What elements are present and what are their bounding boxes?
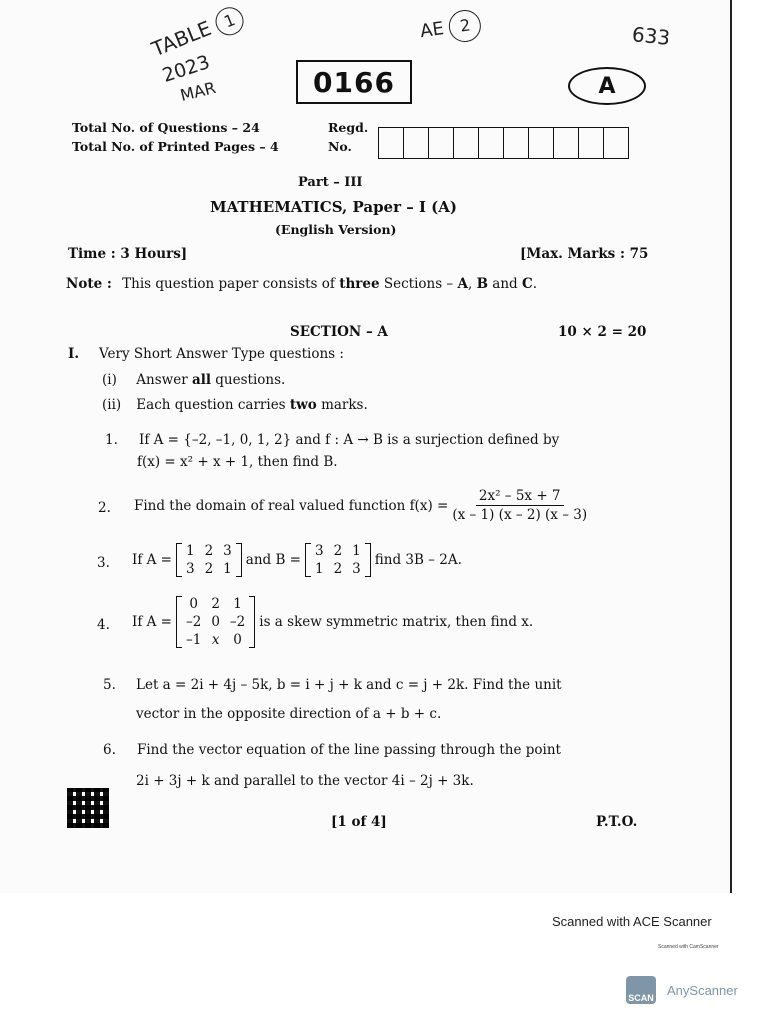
regd-box: [479, 128, 504, 158]
instruction-bold: all: [191, 372, 211, 388]
matrix-cell: 0: [211, 614, 220, 630]
matrix-a-grid: [182, 543, 236, 577]
matrix-cell: 0: [189, 596, 198, 612]
datamatrix-code: [67, 788, 109, 828]
question-6-line2: 2i + 3j + k and parallel to the vector 4i – 2j + 3k.: [136, 773, 474, 789]
matrix-bracket-right: [365, 543, 371, 577]
regd-box: [529, 128, 554, 158]
regd-box: [429, 128, 454, 158]
note-and: and: [492, 276, 518, 292]
question-2: [134, 488, 587, 523]
matrix-cell: 1: [185, 543, 195, 559]
handwritten-ae-circled: 2: [447, 8, 483, 44]
matrix-cell: –2: [229, 614, 246, 630]
note-mid: Sections –: [383, 276, 454, 292]
regd-box: [579, 128, 604, 158]
regd-box: [379, 128, 404, 158]
subject-title: MATHEMATICS, Paper – I (A): [210, 198, 458, 216]
regd-box: [554, 128, 579, 158]
question-4-number: 4.: [97, 617, 110, 633]
matrix-cell: 1: [223, 561, 232, 577]
note-c: C: [521, 276, 533, 292]
section-title: SECTION – A: [290, 324, 388, 340]
question-6-line1: Find the vector equation of the line passing through the point: [137, 742, 561, 758]
regd-box: [454, 128, 479, 158]
no-label: No.: [328, 139, 352, 154]
section-roman: I.: [68, 346, 80, 362]
pto-label: P.T.O.: [596, 814, 638, 830]
registration-number-boxes: [378, 127, 629, 159]
question-3-post: find 3B – 2A.: [374, 552, 462, 568]
matrix-cell: 2: [204, 561, 214, 577]
note-pre: This question paper consists of: [122, 276, 335, 292]
matrix-cell: 3: [223, 543, 232, 559]
matrix-cell: –1: [185, 632, 202, 648]
question-3-mid: and B =: [245, 552, 301, 568]
max-marks-label: [Max. Marks : 75: [520, 246, 649, 262]
anyscanner-logo-icon: SCAN: [626, 976, 656, 1004]
note-a: A: [457, 276, 468, 292]
question-5-line1: Let a = 2i + 4j – 5k, b = i + j + k and c = j + 2k. Find the unit: [136, 677, 562, 693]
time-label: Time : 3 Hours]: [68, 246, 188, 262]
regd-label: Regd.: [328, 120, 369, 135]
matrix-skew: [176, 596, 255, 648]
set-badge: A: [568, 67, 646, 105]
matrix-cell: 2: [204, 543, 214, 559]
handwritten-year: 2023: [159, 51, 213, 87]
instruction-num: (i): [102, 372, 117, 388]
note-label: Note :: [66, 276, 112, 292]
total-questions: Total No. of Questions – 24: [72, 120, 260, 135]
matrix-cell: x: [211, 632, 220, 648]
instruction-2: [102, 397, 368, 413]
matrix-cell: –2: [185, 614, 202, 630]
matrix-cell: 3: [185, 561, 195, 577]
scanned-with-label: Scanned with ACE Scanner: [552, 914, 712, 929]
question-3-pre: If A =: [132, 552, 172, 568]
matrix-bracket-right: [236, 543, 242, 577]
matrix-skew-grid: [182, 596, 249, 648]
question-2-fraction: [452, 488, 587, 523]
total-pages: Total No. of Printed Pages – 4: [72, 139, 279, 154]
question-4-pre: If A =: [132, 614, 172, 630]
question-4-post: is a skew symmetric matrix, then find x.: [259, 614, 534, 630]
note-three: three: [339, 276, 380, 292]
question-3: [132, 543, 462, 577]
tiny-scanner-label: Scanned with CamScanner: [658, 944, 719, 950]
question-2-text: Find the domain of real valued function f(x) =: [134, 497, 449, 514]
handwritten-ae-note: [418, 8, 483, 48]
matrix-cell: 3: [314, 543, 324, 559]
section-heading: Very Short Answer Type questions :: [99, 346, 344, 362]
question-6-number: 6.: [103, 742, 116, 758]
note-end: .: [532, 276, 538, 292]
question-1-number: 1.: [105, 432, 118, 448]
instruction-post: questions.: [215, 372, 286, 388]
question-2-number: 2.: [98, 500, 111, 516]
instruction-bold: two: [289, 397, 317, 413]
matrix-cell: 0: [233, 632, 242, 648]
paper-code: 0166: [296, 60, 412, 104]
matrix-cell: 2: [333, 561, 343, 577]
matrix-bracket-right: [249, 596, 255, 648]
page-number: [1 of 4]: [331, 814, 387, 830]
matrix-cell: 1: [233, 596, 242, 612]
fraction-denominator: (x – 1) (x – 2) (x – 3): [452, 507, 588, 523]
question-5-line2: vector in the opposite direction of a + b + c.: [136, 706, 442, 722]
regd-box: [504, 128, 529, 158]
question-4: [132, 596, 533, 648]
anyscanner-label: AnyScanner: [667, 983, 738, 998]
handwritten-table-circled: 1: [212, 3, 248, 39]
instruction-pre: Each question carries: [136, 397, 286, 413]
matrix-cell: 3: [352, 561, 361, 577]
instruction-1: [102, 372, 285, 388]
regd-box: [604, 128, 628, 158]
part-label: Part – III: [298, 175, 363, 190]
version-label: (English Version): [275, 222, 397, 237]
handwritten-ae-text: AE: [418, 18, 446, 43]
handwritten-table-text: TABLE: [148, 15, 215, 62]
question-3-number: 3.: [97, 555, 110, 571]
note-line: [66, 276, 537, 292]
matrix-a: [176, 543, 242, 577]
question-1-line2: f(x) = x² + x + 1, then find B.: [137, 454, 338, 470]
instruction-post: marks.: [321, 397, 368, 413]
question-1-line1: If A = {–2, –1, 0, 1, 2} and f : A → B is a surjection defined by: [139, 432, 560, 448]
note-comma: ,: [467, 276, 473, 292]
matrix-b-grid: [311, 543, 365, 577]
instruction-pre: Answer: [136, 372, 188, 388]
note-b: B: [476, 276, 488, 292]
regd-box: [404, 128, 429, 158]
matrix-cell: 1: [352, 543, 361, 559]
matrix-cell: 2: [333, 543, 343, 559]
handwritten-number: 633: [630, 22, 672, 50]
matrix-cell: 1: [314, 561, 324, 577]
question-5-number: 5.: [103, 677, 116, 693]
instruction-num: (ii): [102, 397, 122, 413]
fraction-numerator: 2x² – 5x + 7: [476, 488, 564, 506]
matrix-b: [305, 543, 371, 577]
section-marks: 10 × 2 = 20: [558, 324, 647, 340]
matrix-cell: 2: [211, 596, 220, 612]
handwritten-month: MAR: [178, 77, 218, 106]
